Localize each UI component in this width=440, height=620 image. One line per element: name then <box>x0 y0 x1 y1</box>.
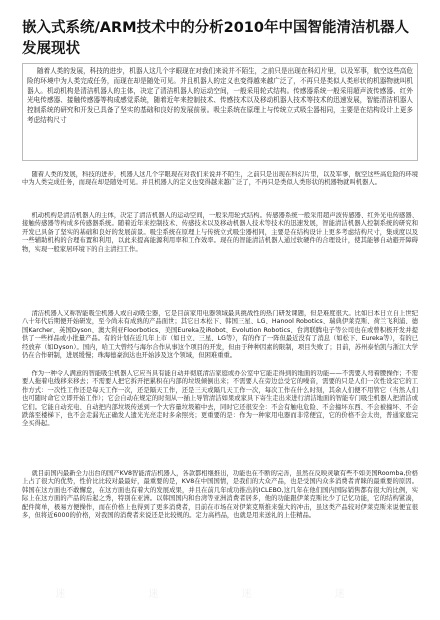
body-paragraph-5: 就目前国内最新全力出台的国产KV8智能清洁机器人，各款都相继推出，功能也在不断的完善，虽然在反映灵敏有些不如美国Roomba,价格上占了很大的优势，性价比比较对最最好，最重要的是，KV8在中国国情，是我们的大众产品，也是受国内众多消费者青睐的最重要的原因。韩国在这方面也不敢懈怠，在这方面也有着大的发展成果，并且在前几年成功推出的ICLEBO,这几年在他们国内国际销售都有很大的比例，实际上在这方面的产品的后起之秀，特别在亚洲。以韩国国内和台湾等亚洲消费者居多，他的功能跟伊莱克斯比少了记忆功能，它的结构紧凑，配件简单，极易方便操作，而在价格上也得到了更多消费者，目前在市场在对伊莱克斯推来强大的冲击，虽这类产品较对伊莱克斯来说便宜很多，但将近6000的价格，对我国的消费者来说还是比较规的。定力高档品，也就是用来送礼的上佳精品。 <box>22 470 418 520</box>
watermark: 迷 迷 迷 迷 <box>55 589 385 600</box>
body-paragraph-4: 作为一种令人满意的智能吸尘机器人它应当具有能自动并彻底清洁家庭或办公室中它能走得到的地面的功能——不需要人弯着腰操作；不需要人拖着电线移来移去；不需要人把它拆开把累积在内部的垃圾倾倒出来；不需要人在旁边总受它的噪音，需要的只是人们一次性设定它的工作方式：一次性工作还是每天工作一次，还是隔天工作，还是三天或隔几天工作一次，每次工作在什么时刻，其余人们便不用管它（当然人们也可随时命它立即开始工作）；它会自动在规定的时刻从一插上导管清洁如果或家具下寄生走出来进行清洁地面的智能专门吸尘机器人把清洁或它们。它能自动充电、自动把内部垃圾传送到一个大容量垃圾箱中去，同时它还很安全：不会有触电危险、不会撞坏东西、不会被撞坏、不会跌落至楼梯下，也不会走漏光正确发人遗光光亮走时多余照亮；更重要的是：作为一种家用电器而非常便宜，它的价格不会太贵，普通家庭完全买得起。 <box>22 370 418 428</box>
body-paragraph-3: 清洁机器人又称智能吸尘机器人或自动吸尘器，它是目前家用电器领域最具挑战性的热门研发课题，但是难度很大。比如日本日立自上世纪八十年代后期便开始研发，至今尚未有成熟的产品面世；其它日本松下、韩国三星、LG、Hanool Robotics、瑞典伊莱克斯、荷兰飞利浦、德国Karcher、英国Dyson、澳大利亚Floorbotics、美国Eureka及iRobot、Evolution Robotics、台湾联腾电子等公司也在或曾积极开发并提供了一些样品或小批量产品。有的计划在近几年上市（如日立、三星、LG等），有的作了一阵但最近没有了消息（如松下、Eureka等），有的已经放弃（如Dyson）。国内，哈工大曾经与海尔合作从事这个项目的开发，但由于种种因素的限制，项目失败了；目前，苏州泰怡凯与浙江大学仍在合作研制，进展缓慢；珠海德豪润达也开始涉及这个领域，但困难重重。 <box>22 310 418 360</box>
abstract-text: 随着人类的发展，科技的进步，机器人这几个字眼现在对我们来说并不陌生，之前只是出现在科幻片里，以及军事，航空这些高危险的环境中为人类完成任务，而现在却是随处可见。并且机器人的定义也变得越来越广泛了，不再只是类似人类形状的机器物就叫机器人。机动机构是清洁机器人的主体，决定了清洁机器人的运动空间，一般采用轮式结构。传感器系统一般采用超声波传感器、红外光电传感器、接触传感器等构成感觉系统，随着近年来控制技术、传感技术以及移动机器人技术等技术的迅速发展，智能清洁机器人控制系统的研究和开发已具备了坚实的基础和良好的发展前景。吸尘系统在原理上与传统立式吸尘器相同，主要是在结构设计上更多考虑结构尺寸 <box>27 67 413 124</box>
body-paragraph-1: 随着人类的发展，科技的进步，机器人这几个字眼现在对我们来说并不陌生，之前只是出现在科幻片里，以及军事，航空这些高危险的环境中为人类完成任务，而现在却是随处可见。并且机器人的定义也变得越来越广泛了，不再只是类似人类形状的机器物就叫机器人。 <box>22 171 418 187</box>
abstract-box <box>22 63 418 161</box>
body-paragraph-2: 机动机构是清洁机器人的主体，决定了清洁机器人的运动空间，一般采用轮式结构。传感器系统一般采用超声波传感器、红外光电传感器、接触传感器等构成多传感器系统。随着近年来控制技术、传感技术以及移动机器人技术等技术的迅速发展，智能清洁机器人控制系统的研究和开发已具备了坚实的基础和良好的发展前景。吸尘系统在原理上与传统立式吸尘器相同，主要是在结构设计上更多考虑结构尺寸，集成度以及一些辅助机构的合理布置和利用，以此来提高能源利用率和工作效率。现在的智能清洁机器人通过软硬件的合理设计，使其能够自动避开障碍物，实现一般家居环境下的自主清扫工作。 <box>22 212 418 253</box>
document-title: 嵌入式系统/ARM技术中的分析2010年中国智能清洁机器人发展现状 <box>22 20 409 57</box>
